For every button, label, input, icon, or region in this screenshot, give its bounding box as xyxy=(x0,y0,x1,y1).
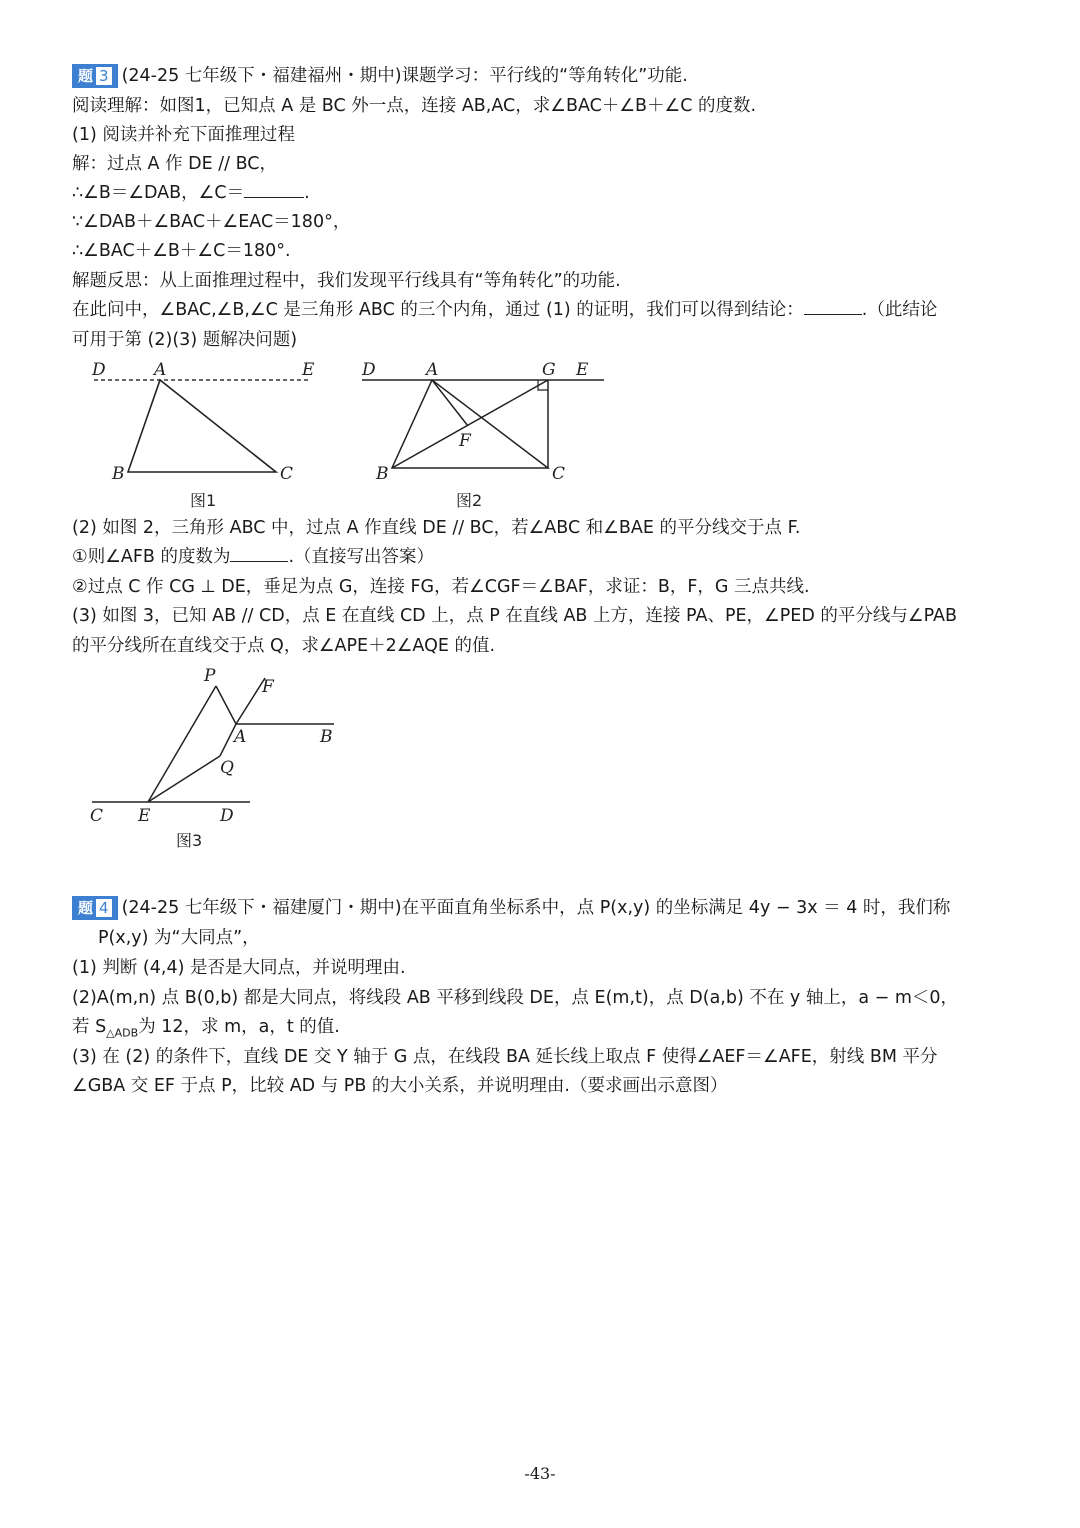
q3-conclusion-text: 在此问中，∠BAC,∠B,∠C 是三角形 ABC 的三个内角，通过 (1) 的证明，我们可以得到结论： xyxy=(72,300,804,320)
q3-part2-sub2: ②过点 C 作 CG ⊥ DE，垂足为点 G，连接 FG，若∠CGF＝∠BAF，求证：B，F，G 三点共线. xyxy=(72,577,810,597)
q4-source: (24-25 七年级下・福建厦门・期中) xyxy=(121,898,402,918)
figure-1 xyxy=(80,358,330,518)
label-e: E xyxy=(302,360,315,380)
q3-part1: (1) 阅读并补充下面推理过程 xyxy=(72,125,295,145)
figure-3-caption: 图3 xyxy=(176,831,203,850)
segment-pa xyxy=(216,686,236,724)
label-b: B xyxy=(376,464,389,484)
q3-read: 阅读理解：如图1，已知点 A 是 BC 外一点，连接 AB,AC，求∠BAC＋∠B＋∠C 的度数. xyxy=(72,96,757,116)
segment-pe xyxy=(148,686,216,802)
q4-part3-line1: (3) 在 (2) 的条件下，直线 DE 交 Y 轴于 G 点，在线段 BA 延长线上取点 F 使得∠AEF＝∠AFE，射线 BM 平分 xyxy=(72,1047,938,1067)
label-d: D xyxy=(362,360,376,380)
q3-part3-line1: (3) 如图 3，已知 AB // CD，点 E 在直线 CD 上，点 P 在直线 AB 上方，连接 PA、PE，∠PED 的平分线与∠PAB xyxy=(72,606,957,626)
q4-line2: P(x,y) 为“大同点”， xyxy=(98,928,260,948)
label-f: F xyxy=(262,677,274,697)
label-c: C xyxy=(90,806,104,826)
q3-part2-sub1-text: ①则∠AFB 的度数为 xyxy=(72,547,231,567)
q4-part2-line1: (2)A(m,n) 点 B(0,b) 都是大同点，将线段 AB 平移到线段 DE，点 E(m,t)，点 D(a,b) 不在 y 轴上，a − m＜0， xyxy=(72,988,959,1008)
q4-part1: (1) 判断 (4,4) 是否是大同点，并说明理由. xyxy=(72,958,406,978)
label-c: C xyxy=(280,464,294,484)
q4-area-text: 为 12，求 m，a，t 的值. xyxy=(138,1017,340,1037)
figure-2-caption: 图2 xyxy=(456,491,483,510)
q3-title: 课题学习：平行线的“等角转化”功能. xyxy=(401,66,688,86)
figure-3 xyxy=(80,660,360,860)
q3-part2: (2) 如图 2，三角形 ABC 中，过点 A 作直线 DE // BC，若∠ABC 和∠BAE 的平分线交于点 F. xyxy=(72,518,801,538)
label-b: B xyxy=(112,464,125,484)
q3-step1: ∴∠B＝∠DAB，∠C＝ . xyxy=(72,179,310,208)
q3-solution: 解：过点 A 作 DE // BC， xyxy=(72,154,278,174)
q4-area-label: 若 S xyxy=(72,1017,107,1037)
q3-step3: ∴∠BAC＋∠B＋∠C＝180°. xyxy=(72,241,291,261)
page-number: -43- xyxy=(524,1464,556,1483)
label-c: C xyxy=(552,464,566,484)
label-a: A xyxy=(426,360,439,380)
q3-header xyxy=(72,62,688,91)
q3-reflection: 解题反思：从上面推理过程中，我们发现平行线具有“等角转化”的功能. xyxy=(72,271,621,291)
label-g: G xyxy=(542,360,556,380)
q3-conclusion xyxy=(72,296,937,325)
q3-source: (24-25 七年级下・福建福州・期中) xyxy=(121,66,402,86)
q3-part2-sub1-tail: .（直接写出答案） xyxy=(288,547,435,567)
q3-conclusion-note: 可用于第 (2)(3) 题解决问题) xyxy=(72,330,298,350)
answer-blank xyxy=(244,179,304,198)
q4-header xyxy=(72,894,950,923)
figure-1-caption: 图1 xyxy=(190,491,217,510)
answer-blank xyxy=(804,296,862,315)
ray-af xyxy=(236,678,265,724)
q4-area-subscript: △ADB xyxy=(106,1026,139,1040)
q4-part3-line2: ∠GBA 交 EF 于点 P，比较 AD 与 PB 的大小关系，并说明理由.（要求画出示意图） xyxy=(72,1076,728,1096)
triangle-abc xyxy=(128,380,276,472)
label-b: B xyxy=(320,727,333,747)
label-q: Q xyxy=(220,758,234,778)
q3-part3-line2: 的平分线所在直线交于点 Q，求∠APE＋2∠AQE 的值. xyxy=(72,636,496,656)
answer-blank xyxy=(230,543,288,562)
label-f: F xyxy=(459,431,471,451)
q4-badge: 题 4 xyxy=(72,896,118,920)
q3-part2-sub1 xyxy=(72,543,434,572)
label-a: A xyxy=(154,360,167,380)
segment-eq xyxy=(148,756,220,802)
label-p: P xyxy=(204,666,216,686)
label-e: E xyxy=(138,806,151,826)
q3-step2: ∵∠DAB＋∠BAC＋∠EAC＝180°， xyxy=(72,212,351,232)
q3-badge: 题 3 xyxy=(72,64,118,88)
figure-2 xyxy=(356,358,616,518)
q4-line1: 在平面直角坐标系中，点 P(x,y) 的坐标满足 4y − 3x ＝ 4 时，我们称 xyxy=(401,898,951,918)
q3-conclusion-tail: .（此结论 xyxy=(861,300,938,320)
label-d: D xyxy=(92,360,106,380)
label-e: E xyxy=(576,360,589,380)
label-a: A xyxy=(234,727,247,747)
q3-step1-text: ∴∠B＝∠DAB，∠C＝ xyxy=(72,183,245,203)
label-d: D xyxy=(220,806,234,826)
segment-bg xyxy=(392,380,548,468)
